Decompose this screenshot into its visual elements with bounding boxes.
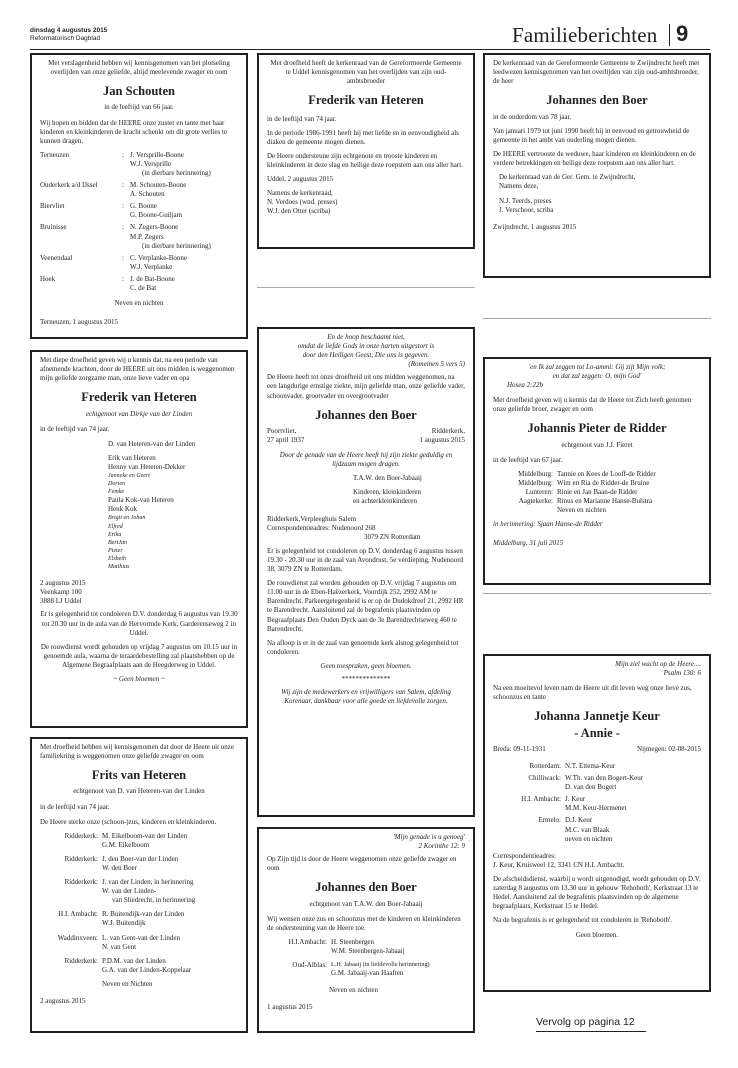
relative-name: G. Boone-Guiljam	[130, 211, 183, 220]
verse-line: En de hoop beschaamt niet,	[327, 333, 405, 341]
deceased-name: Frederik van Heteren	[81, 390, 197, 405]
notice-intro: Met verslagenheid hebben wij kennisgenomen van het plotseling overlijden van onze geliefde, altijd meelevende zwager en oom	[48, 59, 230, 77]
birth-place: Poortvliet,	[267, 426, 297, 435]
relative-name: Rinus en Marianne Hanse-Bulstra	[557, 497, 653, 506]
signature-line: Namens de kerkenraad,	[267, 189, 333, 198]
relative-names	[130, 254, 238, 272]
notice-intro: Met droefheid geven wij u kennis dat de Heere tot Zich heeft genomen onze geliefde broer, zwager en oom	[493, 396, 692, 414]
grandchild-name: Pieter	[108, 547, 123, 554]
deceased-spouse: echtgenoot van J.J. Fieret	[561, 440, 633, 449]
relative-place: Chilliwack:	[528, 774, 561, 783]
relative-place: Hoek	[40, 274, 56, 283]
signature-block	[267, 474, 465, 506]
deceased-name: Jan Schouten	[103, 84, 175, 99]
notice-kerkenraad-uddel	[257, 53, 475, 249]
deceased-age: in de leeftijd van 74 jaar.	[267, 114, 337, 123]
deceased-age: in de leeftijd van 74 jaar.	[40, 424, 110, 433]
signature-line: W.J. den Otter (scriba)	[267, 207, 331, 216]
relative-place: Ridderkerk:	[64, 831, 98, 840]
relative-name: J. Versprille-Boone	[130, 150, 184, 159]
header-rule	[30, 49, 710, 50]
relatives-list	[40, 832, 238, 975]
relative-place	[493, 506, 553, 515]
signature-line: N. Verdoes (wnd. preses)	[267, 198, 338, 207]
relative-name: H. Steenbergen	[331, 937, 375, 946]
verse-line: 'en Ik zal zeggen tot Lo-ammi: Gij zijt Mijn volk;	[528, 363, 666, 371]
relative-names	[102, 957, 238, 975]
notice-intro: Na een moeitevol leven nam de Heere uit dit leven weg onze lieve zus, schoonzus en tante	[493, 684, 692, 702]
notice-text: Van januari 1979 tot juni 1990 heeft hij in eenvoud en getrouwheid de gemeente in het ambt van ouderling mogen dienen.	[493, 126, 690, 144]
relative-name: M. Schouten-Boone	[130, 181, 187, 190]
condolence-text: Er is gelegenheid tot condoleren op D.V. donderdag 6 augustus tussen 19.30 - 20.30 uur in de zaal van Avondrust, 5e verdieping, Nudenoord 38, 3079 ZN te Rotterdam.	[267, 546, 464, 574]
relative-names	[331, 961, 465, 978]
relative-colon: :	[122, 181, 124, 190]
deceased-name: Johannes den Boer	[315, 880, 417, 895]
header-divider	[669, 24, 670, 46]
relative-place: Terneuzen	[40, 150, 70, 159]
relatives-list	[267, 938, 465, 978]
family-name: D. van Heteren-van der Linden	[108, 439, 196, 448]
relative-name: A. Schouten	[130, 190, 165, 199]
relative-place: Ridderkerk:	[64, 854, 98, 863]
relative-place: Oud-Alblas:	[292, 961, 327, 970]
notice-intro: Met diepe droefheid geven wij u kennis dat, na een periode van afnemende krachten, door de HEERE uit ons midden is weggenomen mijn geliefde zorgzame man, onze lieve vader en opa	[40, 356, 235, 383]
notice-johannes-den-boer-zwager	[257, 827, 475, 1033]
deceased-age: in de ouderdom van 78 jaar.	[493, 112, 572, 121]
relative-row	[493, 762, 701, 771]
verse-line: omdat de liefde Gods in onze harten uitgestort is	[297, 342, 435, 351]
relatives-list	[40, 151, 238, 293]
death-place: Ridderkerk,	[431, 426, 465, 435]
relative-row	[40, 181, 238, 199]
relative-row	[493, 795, 701, 813]
relative-colon: :	[122, 202, 124, 211]
deceased-age: in de leeftijd van 66 jaar.	[104, 103, 174, 112]
deceased-spouse: echtgenoot van D. van Heteren-van der Linden	[73, 787, 205, 796]
page-header-info	[30, 27, 107, 43]
column-separator	[483, 318, 711, 319]
relative-place: H.I.Ambacht:	[288, 937, 327, 946]
notice-frits-van-heteren	[30, 737, 248, 1033]
notice-text: Wij wensen onze zus en schoonzus met de kinderen en kleinkinderen de ondersteuning van de Heere toe.	[267, 914, 461, 932]
relative-name: W.J. Buitendijk	[102, 919, 146, 928]
relative-name: C. Verplanke-Boone	[130, 253, 188, 262]
birth-info	[267, 427, 304, 445]
relative-place: Ermelo:	[538, 816, 561, 825]
notice-footer: Middelburg, 31 juli 2015	[493, 539, 564, 548]
bible-verse: 'Mijn genade is u genoeg'	[393, 833, 465, 841]
relative-place: Waddinxveen:	[57, 933, 98, 942]
notice-johanna-keur	[483, 654, 711, 992]
relative-names	[130, 181, 238, 199]
deceased-name: Frederik van Heteren	[308, 93, 424, 108]
deceased-name: Johannes den Boer	[315, 407, 417, 422]
relative-colon: :	[122, 150, 124, 159]
relative-place: Aagtekerke:	[518, 497, 553, 506]
notice-intro: De Heere heeft tot onze droefheid uit ons midden weggenomen, na een langdurige ernstige ziekte, mijn geliefde man, onze geliefde vader, schoonvader, grootvader en overgrootvader	[267, 373, 465, 400]
condolence-text: Na de begrafenis is er gelegenheid tot condoleren in 'Rehoboth'.	[493, 916, 673, 925]
relative-place: Middelburg:	[518, 479, 553, 487]
funeral-text: De rouwdienst wordt gehouden op vrijdag 7 augustus om 10.15 uur in genoemde aula, waarna de teraardebestelling zal plaatshebben op de Algemene Begraafplaats aan de Heegderweg in Uddel.	[40, 642, 238, 669]
relative-name: W. den Boer	[102, 864, 137, 872]
deceased-name: Johannes den Boer	[546, 93, 648, 108]
relatives-list	[493, 762, 701, 844]
notice-jan-schouten	[30, 53, 248, 339]
relative-name: P.D.M. van der Linden	[102, 956, 166, 965]
footer-rule	[536, 1031, 646, 1032]
relative-name: J. Keur	[565, 795, 586, 804]
verse-reference: 2 Korinthe 12: 9	[418, 842, 465, 851]
signature-line: en achterkleinkinderen	[353, 497, 417, 506]
deceased-name: Johannis Pieter de Ridder	[527, 421, 667, 436]
grandchild-name: Janneke en Geert	[108, 473, 150, 479]
relative-names	[130, 275, 238, 293]
address-block	[493, 852, 701, 870]
grandchild-name: Elsbeth	[108, 555, 126, 562]
relative-colon: :	[122, 274, 124, 283]
condolence-text: Er is gelegenheid tot condoleren D.V. donderdag 6 augustus van 19.30 tot 20.30 uur in de aula van de Hervormde Kerk, Garderenseweg 2 in Uddel.	[40, 610, 238, 637]
notice-date: Uddel, 2 augustus 2015	[267, 175, 334, 183]
death-date: 1 augustus 2015	[419, 436, 465, 444]
relative-names	[565, 774, 701, 792]
stars-divider: **************	[341, 674, 391, 683]
relative-name: neven en nichten	[565, 834, 613, 843]
thanks-text: Wij zijn de medewerkers en vrijwilligers van Salem, afdeling Korenaar, dankbaar voor alle goede en liefdevolle zorgen.	[281, 688, 451, 706]
relative-row	[493, 479, 701, 488]
notice-johannis-de-ridder	[483, 357, 711, 585]
relative-place: H.I. Ambacht:	[521, 795, 561, 804]
birth-info: Breda: 09-11-1931	[493, 744, 546, 753]
relative-name: L.H. Jabaaij (in liefdevolle herinnering)	[331, 961, 430, 969]
memory-text: in herinnering: Sjaan Hanse-de Ridder	[493, 520, 603, 529]
relative-row	[493, 497, 701, 506]
relative-name: M.M. Keur-Hermenet	[565, 804, 627, 813]
notice-frederik-van-heteren-family	[30, 350, 248, 728]
issue-date: dinsdag 4 augustus 2015	[30, 27, 108, 34]
family-name: Henny van Heteren-Dekker	[108, 462, 186, 471]
closing-text: Geen toespraken, geen bloemen.	[320, 661, 412, 670]
notice-text: De Heere sterke onze (schoon-)zus, kinderen en kleinkinderen.	[40, 817, 217, 826]
relative-name: (in dierbare herinnering)	[142, 169, 211, 177]
notice-footer: 2 augustus 2015	[40, 997, 86, 1006]
relative-row	[493, 506, 701, 515]
notice-intro: Op Zijn tijd is door de Heere weggenomen onze geliefde zwager en oom	[267, 855, 457, 873]
notice-footer: Zwijndrecht, 1 augustus 2015	[493, 223, 577, 232]
life-dates	[493, 745, 701, 754]
relative-name: W.J. Versprille	[130, 159, 172, 168]
relative-place: Ridderkerk:	[64, 878, 98, 887]
continue-link[interactable]: Vervolg op pagina 12	[536, 1016, 635, 1028]
relative-name: W.J. Verplanke	[130, 262, 173, 271]
notice-intro: Met droefheid heeft de kerkenraad van de Gereformeerde Gemeente te Uddel kennisgenomen van het overlijden van zijn oud-ambtsbroeder	[270, 59, 462, 86]
signature-line: Kinderen, kleinkinderen	[353, 488, 422, 497]
notice-text: De HEERE vertrooste de weduwe, haar kinderen en kleinkinderen en de verdere betrekkingen en heilige deze roepstem aan ons aller hart.	[493, 149, 696, 167]
relative-name: R. Buitendijk-van der Linden	[102, 910, 185, 919]
relative-row	[40, 855, 238, 873]
signature-block	[493, 173, 701, 215]
grandchild-name: Matthias	[108, 564, 130, 571]
deceased-name: Johanna Jannetje Keur	[534, 709, 660, 724]
deceased-nickname: - Annie -	[574, 725, 620, 740]
relative-place: Middelburg:	[518, 469, 553, 478]
relative-names	[565, 795, 701, 813]
relative-place: H.I. Ambacht:	[58, 910, 98, 919]
relative-name: G.M. Eikelboom	[102, 840, 150, 849]
address-line: Correspondentieadres:	[493, 851, 556, 860]
family-name: Erik van Heteren	[108, 453, 156, 462]
closing-text: Neven en nichten	[114, 299, 164, 308]
relative-name: Wim en Ria de Ridder-de Bruine	[557, 479, 650, 487]
grandchild-name: Brigit en Johan	[108, 515, 146, 522]
bible-verse	[267, 333, 465, 360]
deceased-spouse: echtgenoot van Dirkje van der Linden	[85, 409, 193, 418]
relative-row	[40, 275, 238, 293]
closing-text: Neven en Nichten	[102, 979, 153, 988]
grandchild-name: Femke	[108, 489, 124, 496]
relative-row	[40, 832, 238, 850]
relative-name: N.T. Ettema-Keur	[565, 761, 616, 770]
notice-italic-text: Door de genade van de Heere heeft hij zijn ziekte geduldig en lijdzaam mogen dragen.	[279, 451, 453, 469]
relative-row	[493, 774, 701, 792]
paper-name: Reformatorisch Dagblad	[30, 35, 101, 43]
relative-row	[40, 878, 238, 905]
relative-name: G.M. Jabaaij-van Haaften	[331, 969, 404, 978]
address-block	[40, 579, 238, 606]
relative-name: (in dierbare herinnering)	[142, 241, 211, 250]
grandchild-name: BertJan	[108, 539, 127, 546]
funeral-text: De rouwdienst zal worden gehouden op D.V. vrijdag 7 augustus om 11.00 uur in de Eben-Haëzerkerk, Voordijk 252, 2992 AM te Barendrecht. Parkeergelegenheid is er op de Dudokdreef 21, 2992 HR te Barendrecht. Aansluitend zal de begrafenis plaatsvinden op Begraafplaats Den Ouden Dyck aan de 3e Barendrechtseweg 460 te Barendrecht.	[267, 579, 464, 633]
closing-text: Geen bloemen.	[575, 931, 619, 940]
life-dates	[267, 427, 465, 445]
notice-intro: Met droefheid hebben wij kennisgenomen dat door de Heere uit onze familiekring is weggenomen onze geliefde zwager en oom	[40, 743, 234, 761]
relative-row	[40, 910, 238, 928]
notice-kerkenraad-zwijndrecht	[483, 53, 711, 278]
relative-name: G. Boone	[130, 202, 157, 211]
relatives-list	[493, 470, 701, 515]
relative-row	[40, 934, 238, 952]
relative-names	[102, 855, 238, 873]
address-line: 2 augustus 2015	[40, 579, 86, 588]
relative-place: Ridderkerk:	[64, 956, 98, 965]
relative-name: M.C. van Blaak	[565, 825, 610, 834]
relative-name: Tannie en Kees de Looff-de Ridder	[557, 469, 656, 478]
birth-date: 27 april 1937	[267, 436, 305, 444]
address-line: 3079 ZN Rotterdam	[364, 532, 421, 541]
relative-row	[267, 961, 465, 978]
relative-row	[40, 202, 238, 220]
relative-name: N. van Gent	[102, 942, 137, 951]
relative-row	[493, 488, 701, 497]
relative-row	[267, 938, 465, 956]
relative-name: N. Zegers-Boone	[130, 223, 179, 232]
relative-names	[130, 151, 238, 178]
relative-name: C. de Bat	[130, 284, 157, 293]
page-number: 9	[676, 21, 689, 46]
notice-intro: De kerkenraad van de Gereformeerde Gemeente te Zwijndrecht heeft met leedwezen kennisgenomen van het overlijden van zijn oud-ambtsbroeder, de heer	[493, 59, 700, 86]
relative-row	[493, 470, 701, 479]
relative-row	[40, 957, 238, 975]
relative-names	[102, 878, 238, 905]
deceased-age: in de leeftijd van 67 jaar.	[493, 455, 563, 464]
relative-name: W.M. Steenbergen-Jabaaij	[331, 947, 405, 955]
signature-line: Namens deze,	[499, 182, 539, 191]
condolence-text-2: Na afloop is er in de zaal van genoemde kerk alsnog gelegenheid tot condoleren.	[267, 638, 459, 656]
bible-verse: Mijn ziel wacht op de Heere....	[615, 660, 701, 668]
relative-colon: :	[122, 253, 124, 262]
relative-name: Rinie en Jan Baan-de Ridder	[557, 488, 638, 497]
closing-text: Neven en nichten	[329, 986, 378, 995]
relative-names	[102, 934, 238, 952]
relative-row	[493, 816, 701, 843]
relative-place: Rotterdam:	[529, 761, 561, 770]
funeral-text: De afscheidsdienst, waarbij u wordt uitgenodigd, wordt gehouden op D.V. zaterdag 8 augustus om 13.30 uur in gebouw 'Rehoboth', Kerkstraat 13 te Hedel. Aansluitend zal de begrafenis plaatsvinden op de algemene begraafplaats, Kerkstraat 15 te Hedel.	[493, 874, 701, 911]
relative-row	[40, 223, 238, 250]
notice-footer: 1 augustus 2015	[267, 1003, 313, 1012]
notice-johannes-den-boer-family	[257, 327, 475, 817]
notice-text: Wij hopen en bidden dat de HEERE onze zuster en tante met haar kinderen en kleinkinderen de kracht schenkt om dit grote verlies te kunnen dragen.	[40, 118, 227, 145]
relative-place: Bruinisse	[40, 223, 67, 232]
signature-line: De kerkenraad van de Ger. Gem. te Zwijndrecht,	[499, 173, 636, 181]
column-separator	[483, 593, 711, 594]
relative-name: W. van der Linden-	[102, 887, 157, 896]
address-line: J. Keur, Kruisweel 12, 3341 CN H.I. Ambacht.	[493, 860, 625, 869]
verse-reference: Hosea 2:22b	[507, 381, 543, 390]
relative-names	[102, 832, 238, 850]
relative-name: J. den Boer-van der Linden	[102, 854, 179, 863]
relative-name: van Sliedrecht, in herinnering	[112, 896, 196, 905]
grandchild-name: Erika	[108, 531, 122, 538]
verse-line: en dat zal zeggen: O, mijn God'	[552, 372, 642, 381]
relative-row	[40, 254, 238, 272]
relative-place: Lunteren:	[525, 488, 553, 497]
relative-row	[40, 151, 238, 178]
death-info	[420, 427, 466, 445]
relative-name: L. van Gent-van der Linden	[102, 933, 180, 942]
family-name: Paula Kok-van Heteren	[108, 496, 174, 505]
deceased-name: Frits van Heteren	[91, 768, 187, 783]
relative-name: D.J. Keur	[565, 816, 593, 825]
notice-text: De Heere ondersteune zijn echtgenote en trooste kinderen en kleinkinderen in deze slag en heilige deze roepstem aan ons aller hart.	[267, 151, 463, 169]
relative-name: J. van der Linden, in herinnering	[102, 878, 194, 887]
relative-name: M. Eikelboom-van der Linden	[102, 831, 188, 840]
grandchild-name: Elfred	[108, 523, 123, 530]
signature-line: T.A.W. den Boer-Jabaaij	[353, 474, 422, 483]
address-line: 3888 LJ Uddel	[40, 597, 82, 606]
notice-text: In de periode 1986-1991 heeft hij met liefde en in eenvoudigheid als diaken de gemeente mogen dienen.	[267, 128, 459, 146]
death-info: Nijmegen: 02-08-2015	[637, 744, 701, 753]
relative-names	[565, 762, 701, 771]
relative-names	[130, 202, 238, 220]
section-title: Familieberichten	[512, 23, 658, 47]
address-line: Correspondentieadres: Nudenoord 268	[267, 523, 376, 532]
relative-name: D. van den Bogert	[565, 783, 617, 792]
verse-line: door den Heiligen Geest, Die ons is gegeven.	[302, 351, 430, 360]
relative-name: Neven en nichten	[557, 506, 606, 515]
relative-place: Biervliet	[40, 202, 65, 211]
bible-verse	[493, 363, 701, 381]
signature-line: J. Verschoor, scriba	[499, 206, 554, 215]
address-line: Ridderkerk,Verpleeghuis Salem	[267, 514, 357, 523]
signature-block	[267, 189, 465, 216]
relative-place: Veenendaal	[40, 253, 73, 262]
family-list	[40, 440, 238, 571]
closing-text: ~ Geen bloemen ~	[113, 674, 165, 683]
grandchild-name: Dorien	[108, 481, 125, 488]
family-name: Henk Kok	[108, 505, 137, 514]
relative-place: Ouderkerk a/d IJssel	[40, 181, 98, 190]
address-line: Veenkamp 100	[40, 588, 82, 597]
notice-footer: Terneuzen, 1 augustus 2015	[40, 318, 119, 327]
relative-colon: :	[122, 223, 124, 232]
deceased-age: in de leeftijd van 74 jaar.	[40, 802, 110, 811]
relative-name: J. de Bat-Boone	[130, 274, 175, 283]
relative-name: M.P. Zegers	[130, 232, 164, 241]
signature-line: N.J. Teerds, preses	[499, 197, 552, 206]
relative-names	[331, 938, 465, 956]
relative-name: G.A. van der Linden-Koppelaar	[102, 965, 192, 974]
verse-reference: Psalm 130: 6	[663, 669, 701, 678]
relative-names	[565, 816, 701, 843]
relative-name: W.Th. van den Bogert-Keur	[565, 774, 644, 783]
deceased-spouse: echtgenoot van T.A.W. den Boer-Jabaaij	[309, 899, 423, 908]
relative-names	[102, 910, 238, 928]
column-separator	[257, 287, 475, 288]
relative-names	[130, 223, 238, 250]
verse-reference: (Romeinen 5 vers 5)	[408, 360, 465, 369]
address-block	[267, 515, 465, 542]
